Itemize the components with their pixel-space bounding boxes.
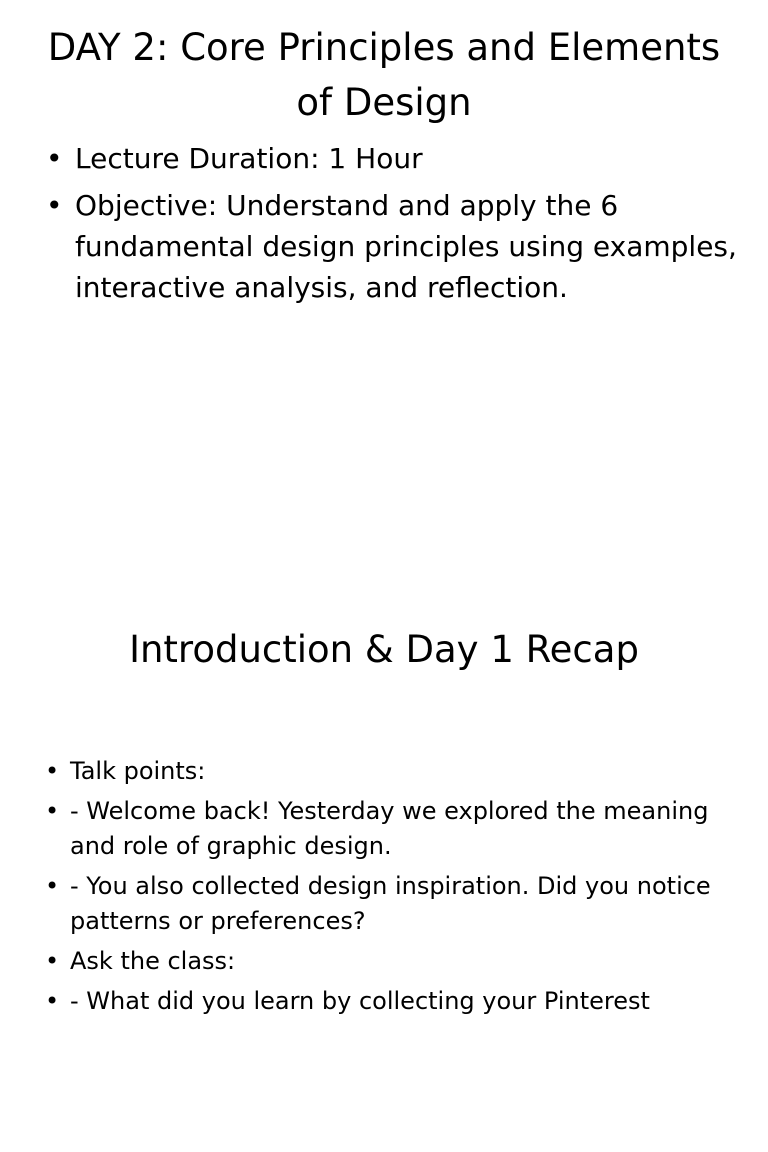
bullet-item: • Talk points:: [70, 754, 750, 789]
bullet-item: • - What did you learn by collecting your Pinterest: [70, 984, 750, 1019]
bullet-item: • Ask the class:: [70, 944, 750, 979]
slide-title: Introduction & Day 1 Recap: [129, 628, 639, 671]
bullet-item: • - You also collected design inspiration. Did you notice patterns or preferences?: [70, 869, 750, 939]
bullet-item: • Objective: Understand and apply the 6 fundamental design principles using examples, interactive analysis, and reflection.: [75, 185, 745, 308]
bullet-item: • Lecture Duration: 1 Hour: [75, 138, 745, 179]
slide-introduction-recap: [0, 576, 768, 1152]
bullet-item: • - Welcome back! Yesterday we explored the meaning and role of graphic design.: [70, 794, 750, 864]
bullet-list: [75, 138, 745, 314]
slide-title: DAY 2: Core Principles and Elements of Design: [47, 26, 721, 124]
bullet-list: [70, 754, 750, 1024]
